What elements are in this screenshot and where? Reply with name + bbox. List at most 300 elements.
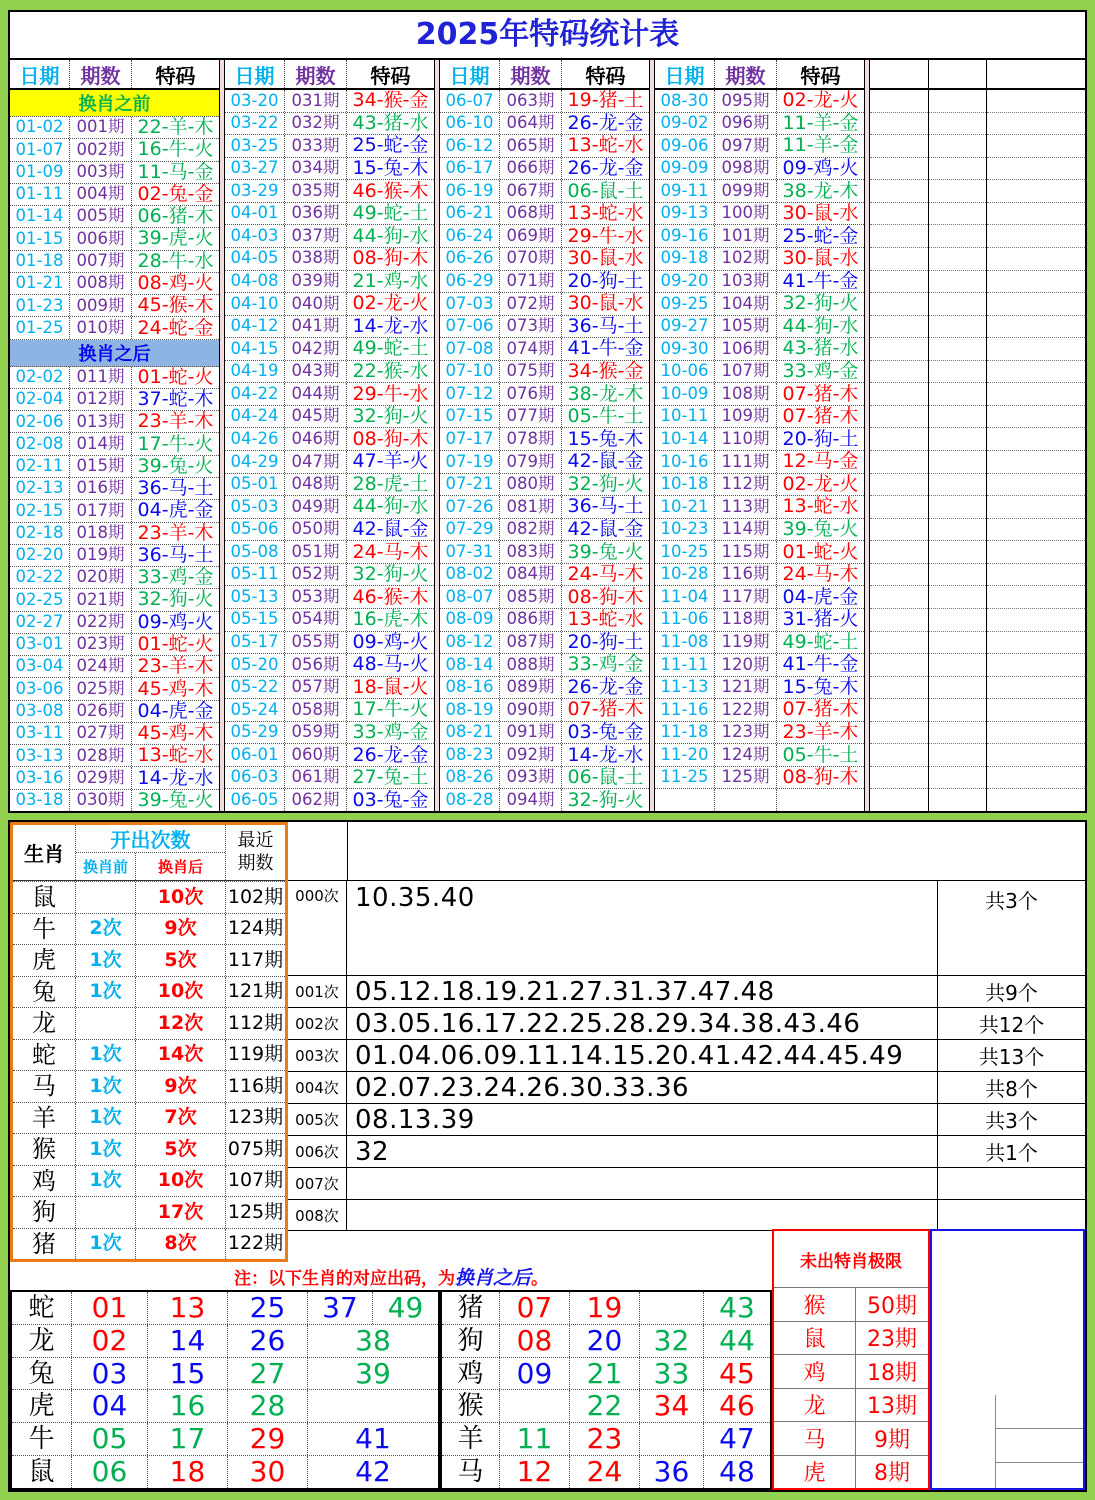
map-number: 03 bbox=[72, 1358, 148, 1390]
draw-date: 10-09 bbox=[655, 383, 715, 405]
draw-date: 01-23 bbox=[10, 295, 70, 316]
stats-header-zodiac: 生肖 bbox=[13, 825, 76, 880]
limit-zodiac: 鸡 bbox=[774, 1355, 856, 1388]
draw-date: 11-08 bbox=[655, 632, 715, 654]
draw-period: 059期 bbox=[285, 722, 347, 744]
limit-zodiac: 马 bbox=[774, 1422, 856, 1455]
draw-period: 117期 bbox=[715, 586, 777, 608]
draw-date: 05-06 bbox=[225, 519, 285, 541]
draw-date: 01-11 bbox=[10, 184, 70, 205]
draw-code: 04-虎-金 bbox=[137, 699, 214, 722]
draw-row bbox=[10, 389, 219, 411]
draw-code: 20-狗-土 bbox=[567, 269, 644, 292]
map-row bbox=[12, 1292, 438, 1324]
draw-row bbox=[225, 699, 434, 722]
draw-row bbox=[655, 632, 864, 655]
draw-row bbox=[440, 654, 649, 677]
divider-line bbox=[995, 1462, 1083, 1463]
draw-date: 07-17 bbox=[440, 428, 500, 450]
limit-rows bbox=[774, 1287, 928, 1488]
draw-period: 058期 bbox=[285, 699, 347, 721]
draw-date: 04-26 bbox=[225, 428, 285, 450]
draw-date: 08-02 bbox=[440, 564, 500, 586]
draw-period: 031期 bbox=[285, 90, 347, 112]
draw-date: 11-20 bbox=[655, 744, 715, 766]
stats-header-recent-line1: 最近 bbox=[237, 830, 274, 851]
stats-zodiac: 牛 bbox=[13, 914, 76, 945]
draw-period: 061期 bbox=[285, 767, 347, 789]
draw-date: 09-02 bbox=[655, 113, 715, 135]
limit-zodiac: 猴 bbox=[774, 1288, 856, 1321]
map-number: 06 bbox=[72, 1456, 148, 1488]
draw-row bbox=[655, 586, 864, 609]
draw-period: 108期 bbox=[715, 383, 777, 405]
count-label: 002次 bbox=[288, 1008, 347, 1039]
map-number: 19 bbox=[570, 1292, 640, 1324]
draw-row bbox=[10, 184, 219, 206]
draw-row bbox=[10, 500, 219, 522]
draw-date: 07-08 bbox=[440, 338, 500, 360]
map-zodiac: 牛 bbox=[12, 1423, 72, 1455]
draw-date: 06-07 bbox=[440, 90, 500, 112]
draw-group-body bbox=[10, 90, 219, 811]
draw-date: 05-22 bbox=[225, 677, 285, 699]
stats-before-count: 1次 bbox=[76, 1071, 136, 1102]
map-number: 05 bbox=[72, 1423, 148, 1455]
draw-date: 10-25 bbox=[655, 541, 715, 563]
stats-recent-period: 119期 bbox=[227, 1043, 284, 1066]
draw-code: 49-蛇-土 bbox=[352, 202, 429, 225]
draw-period: 067期 bbox=[500, 180, 562, 202]
empty-cell bbox=[987, 586, 1085, 609]
stats-zodiac: 狗 bbox=[13, 1197, 76, 1228]
draw-period: 016期 bbox=[70, 478, 132, 499]
stats-header-recent-line2: 期数 bbox=[237, 852, 274, 874]
draw-period: 123期 bbox=[715, 722, 777, 744]
map-zodiac: 鸡 bbox=[442, 1358, 500, 1390]
draw-date: 08-30 bbox=[655, 90, 715, 112]
draw-code: 24-蛇-金 bbox=[137, 316, 214, 339]
draw-row bbox=[225, 722, 434, 745]
draw-code: 39-兔-火 bbox=[137, 788, 214, 811]
map-number bbox=[308, 1390, 438, 1422]
draw-row bbox=[440, 338, 649, 361]
draw-date: 04-03 bbox=[225, 225, 285, 247]
empty-column bbox=[929, 60, 987, 811]
map-number: 18 bbox=[148, 1456, 228, 1488]
stats-after-count: 5次 bbox=[136, 1134, 226, 1165]
draw-code: 23-羊-木 bbox=[137, 521, 214, 544]
draw-period: 079期 bbox=[500, 451, 562, 473]
draw-period: 103期 bbox=[715, 271, 777, 293]
draw-date: 07-10 bbox=[440, 361, 500, 383]
draw-row bbox=[225, 271, 434, 294]
draw-period: 075期 bbox=[500, 361, 562, 383]
draw-row bbox=[440, 293, 649, 316]
map-number: 49 bbox=[387, 1290, 424, 1324]
map-number: 25 bbox=[228, 1292, 308, 1324]
empty-cell bbox=[929, 406, 986, 429]
stats-row bbox=[13, 1102, 285, 1134]
draw-row bbox=[440, 383, 649, 406]
draw-period: 063期 bbox=[500, 90, 562, 112]
draw-date: 07-29 bbox=[440, 519, 500, 541]
stats-after-count: 5次 bbox=[136, 945, 226, 976]
draw-period: 115期 bbox=[715, 541, 777, 563]
limit-row bbox=[774, 1455, 928, 1489]
draw-group-body bbox=[225, 90, 434, 811]
empty-cell bbox=[987, 338, 1085, 361]
empty-cell bbox=[870, 338, 928, 361]
draws-table bbox=[10, 58, 1085, 811]
map-zodiac: 龙 bbox=[12, 1325, 72, 1357]
note-prefix: 注：以下生肖的对应出码，为 bbox=[233, 1268, 455, 1289]
empty-column-body bbox=[870, 90, 928, 811]
draw-date: 07-06 bbox=[440, 316, 500, 338]
draw-row bbox=[655, 474, 864, 497]
draw-row bbox=[10, 162, 219, 184]
draw-row bbox=[655, 90, 864, 113]
draw-code: 36-马-土 bbox=[567, 314, 644, 337]
empty-cell bbox=[929, 744, 986, 767]
draw-period: 053期 bbox=[285, 586, 347, 608]
draw-code: 33-鸡-金 bbox=[352, 721, 429, 744]
stats-row bbox=[13, 1007, 285, 1039]
draw-date: 08-26 bbox=[440, 767, 500, 789]
draw-period bbox=[715, 789, 777, 811]
count-row bbox=[288, 1039, 1085, 1071]
draw-date: 06-03 bbox=[225, 767, 285, 789]
draw-group-body bbox=[655, 90, 864, 811]
count-label: 006次 bbox=[288, 1136, 347, 1167]
draw-code: 01-蛇-火 bbox=[137, 365, 214, 388]
draw-code: 14-龙-水 bbox=[352, 314, 429, 337]
draw-row bbox=[440, 564, 649, 587]
draw-code: 44-狗-水 bbox=[352, 495, 429, 518]
draw-code: 42-鼠-金 bbox=[352, 517, 429, 540]
stats-row bbox=[13, 1196, 285, 1228]
empty-cell bbox=[987, 203, 1085, 226]
draw-code: 33-鸡-金 bbox=[137, 566, 214, 589]
draw-code: 28-牛-水 bbox=[137, 249, 214, 272]
draw-code: 30-鼠-水 bbox=[567, 292, 644, 315]
draw-date: 08-23 bbox=[440, 744, 500, 766]
draw-code: 44-狗-水 bbox=[352, 224, 429, 247]
note-suffix: 。 bbox=[531, 1268, 548, 1289]
draw-row bbox=[225, 654, 434, 677]
map-number: 04 bbox=[72, 1390, 148, 1422]
draw-code: 47-羊-火 bbox=[352, 450, 429, 473]
draw-period: 062期 bbox=[285, 789, 347, 811]
empty-column bbox=[987, 60, 1085, 811]
draw-code: 22-猴-水 bbox=[352, 360, 429, 383]
draw-code: 12-马-金 bbox=[782, 450, 859, 473]
draw-date: 06-12 bbox=[440, 135, 500, 157]
draw-row bbox=[655, 451, 864, 474]
empty-cell bbox=[870, 225, 928, 248]
empty-column-body bbox=[987, 90, 1085, 811]
draw-row bbox=[655, 677, 864, 700]
draw-row bbox=[440, 677, 649, 700]
map-number: 38 bbox=[355, 1323, 391, 1357]
draw-date: 05-08 bbox=[225, 541, 285, 563]
draw-code: 07-猪-木 bbox=[782, 698, 859, 721]
draw-date: 06-17 bbox=[440, 158, 500, 180]
header-code: 特码 bbox=[585, 63, 626, 88]
stats-row bbox=[13, 1070, 285, 1102]
draw-date: 09-06 bbox=[655, 135, 715, 157]
draw-row bbox=[440, 180, 649, 203]
limit-period: 18期 bbox=[867, 1360, 917, 1386]
draw-code: 32-狗-火 bbox=[137, 588, 214, 611]
map-number: 15 bbox=[148, 1358, 228, 1390]
empty-cell bbox=[929, 564, 986, 587]
empty-cell bbox=[870, 744, 928, 767]
draw-row bbox=[10, 456, 219, 478]
map-number: 24 bbox=[570, 1456, 640, 1488]
stats-zodiac: 猪 bbox=[13, 1229, 76, 1260]
stats-after-count: 9次 bbox=[136, 914, 226, 945]
draw-row bbox=[655, 271, 864, 294]
draw-code: 17-牛-火 bbox=[137, 432, 214, 455]
draw-row bbox=[440, 586, 649, 609]
draw-code: 26-龙-金 bbox=[567, 111, 644, 134]
empty-header-cell bbox=[929, 60, 986, 90]
draw-row bbox=[225, 428, 434, 451]
map-number: 44 bbox=[719, 1323, 755, 1357]
empty-cell bbox=[929, 496, 986, 519]
draw-period: 040期 bbox=[285, 293, 347, 315]
count-label: 005次 bbox=[288, 1104, 347, 1135]
draw-period: 018期 bbox=[70, 523, 132, 544]
draw-period: 015期 bbox=[70, 456, 132, 477]
draw-code: 07-猪-木 bbox=[567, 698, 644, 721]
empty-cell bbox=[929, 338, 986, 361]
divider-line bbox=[995, 1395, 996, 1488]
draw-date: 06-05 bbox=[225, 789, 285, 811]
map-row bbox=[12, 1357, 438, 1390]
empty-cell bbox=[929, 677, 986, 700]
empty-cell bbox=[987, 632, 1085, 655]
map-zodiac: 鼠 bbox=[12, 1456, 72, 1488]
draw-period: 037期 bbox=[285, 225, 347, 247]
draw-code: 39-兔-火 bbox=[567, 540, 644, 563]
map-row bbox=[12, 1422, 438, 1455]
draw-period: 019期 bbox=[70, 545, 132, 566]
draw-date: 08-21 bbox=[440, 722, 500, 744]
draw-date: 02-02 bbox=[10, 367, 70, 388]
draw-date: 02-08 bbox=[10, 433, 70, 454]
empty-cell bbox=[929, 632, 986, 655]
draw-row bbox=[655, 564, 864, 587]
stats-before-count: 1次 bbox=[76, 1166, 136, 1197]
draw-row bbox=[225, 609, 434, 632]
draw-row bbox=[440, 158, 649, 181]
draw-row bbox=[10, 767, 219, 789]
draw-code: 08-狗-木 bbox=[782, 766, 859, 789]
stats-zodiac: 兔 bbox=[13, 977, 76, 1008]
draw-row bbox=[440, 361, 649, 384]
draw-group-header bbox=[225, 60, 434, 90]
map-zodiac: 狗 bbox=[442, 1325, 500, 1357]
draw-date: 06-10 bbox=[440, 113, 500, 135]
stats-zodiac: 龙 bbox=[13, 1008, 76, 1039]
count-numbers: 02.07.23.24.26.30.33.36 bbox=[355, 1072, 690, 1103]
draw-code: 39-兔-火 bbox=[137, 454, 214, 477]
stats-after-count: 14次 bbox=[136, 1040, 226, 1071]
empty-cell bbox=[987, 609, 1085, 632]
draw-code: 44-狗-水 bbox=[782, 314, 859, 337]
empty-cell bbox=[929, 90, 986, 113]
draw-period: 050期 bbox=[285, 519, 347, 541]
draw-code: 30-鼠-水 bbox=[782, 202, 859, 225]
stats-before-count bbox=[76, 1008, 136, 1039]
count-numbers: 01.04.06.09.11.14.15.20.41.42.44.45.49 bbox=[355, 1040, 904, 1071]
draw-period: 051期 bbox=[285, 541, 347, 563]
draw-period: 066期 bbox=[500, 158, 562, 180]
draw-period: 006期 bbox=[70, 228, 132, 249]
draw-period: 021期 bbox=[70, 589, 132, 610]
draw-code: 17-牛-火 bbox=[352, 698, 429, 721]
header-date: 日期 bbox=[10, 60, 70, 88]
count-total: 共3个 bbox=[937, 881, 1085, 975]
draw-code: 29-牛-水 bbox=[567, 224, 644, 247]
empty-cell bbox=[929, 428, 986, 451]
draw-period: 071期 bbox=[500, 271, 562, 293]
draw-period: 101期 bbox=[715, 225, 777, 247]
draw-period: 029期 bbox=[70, 767, 132, 788]
draw-date: 08-07 bbox=[440, 586, 500, 608]
empty-cell bbox=[929, 361, 986, 384]
draw-date: 08-19 bbox=[440, 699, 500, 721]
draw-date: 03-13 bbox=[10, 745, 70, 766]
draw-code: 03-兔-金 bbox=[567, 721, 644, 744]
draw-period: 025期 bbox=[70, 678, 132, 699]
stats-before-count: 1次 bbox=[76, 1229, 136, 1260]
draw-row bbox=[10, 523, 219, 545]
draw-date: 02-25 bbox=[10, 589, 70, 610]
draw-code: 09-鸡-火 bbox=[137, 610, 214, 633]
draw-period: 020期 bbox=[70, 567, 132, 588]
draw-date: 09-30 bbox=[655, 338, 715, 360]
stats-after-count: 8次 bbox=[136, 1229, 226, 1260]
draw-code: 26-龙-金 bbox=[567, 156, 644, 179]
map-number: 32 bbox=[640, 1325, 704, 1357]
draw-code: 08-狗-木 bbox=[567, 585, 644, 608]
empty-cell bbox=[929, 180, 986, 203]
map-zodiac: 兔 bbox=[12, 1358, 72, 1390]
count-total: 共1个 bbox=[937, 1136, 1085, 1167]
empty-cell bbox=[870, 609, 928, 632]
draw-period: 082期 bbox=[500, 519, 562, 541]
draw-date: 08-14 bbox=[440, 654, 500, 676]
draw-row bbox=[225, 158, 434, 181]
stats-after-count: 10次 bbox=[136, 977, 226, 1008]
empty-cell bbox=[870, 135, 928, 158]
header-date: 日期 bbox=[655, 60, 715, 88]
draw-code: 15-兔-木 bbox=[567, 427, 644, 450]
draw-date: 03-18 bbox=[10, 790, 70, 811]
empty-cell bbox=[929, 225, 986, 248]
stats-zodiac: 鼠 bbox=[13, 882, 76, 913]
stats-before-count bbox=[76, 1197, 136, 1228]
draw-row bbox=[225, 293, 434, 316]
empty-cell bbox=[929, 316, 986, 339]
draw-row bbox=[440, 90, 649, 113]
draw-row bbox=[440, 474, 649, 497]
draw-row bbox=[440, 767, 649, 790]
empty-cell bbox=[987, 406, 1085, 429]
draw-period: 049期 bbox=[285, 496, 347, 518]
header-code: 特码 bbox=[800, 63, 841, 88]
draw-row bbox=[655, 406, 864, 429]
draw-period: 056期 bbox=[285, 654, 347, 676]
empty-cell bbox=[870, 767, 928, 790]
draw-period: 022期 bbox=[70, 612, 132, 633]
draw-date: 03-01 bbox=[10, 634, 70, 655]
stats-row bbox=[13, 976, 285, 1008]
draw-row bbox=[655, 767, 864, 790]
draw-code: 34-猴-金 bbox=[352, 89, 429, 112]
empty-cell bbox=[870, 361, 928, 384]
map-number: 37 bbox=[308, 1292, 373, 1324]
limit-row bbox=[774, 1287, 928, 1321]
stats-before-count: 1次 bbox=[76, 1103, 136, 1134]
map-number: 17 bbox=[148, 1423, 228, 1455]
map-row bbox=[442, 1422, 770, 1455]
draw-row bbox=[225, 632, 434, 655]
draw-period: 081期 bbox=[500, 496, 562, 518]
draw-code: 36-马-土 bbox=[567, 495, 644, 518]
draw-code: 38-龙-木 bbox=[782, 179, 859, 202]
draw-code: 07-猪-木 bbox=[782, 405, 859, 428]
draw-period: 120期 bbox=[715, 654, 777, 676]
stats-after-count: 12次 bbox=[136, 1008, 226, 1039]
draw-code: 01-蛇-火 bbox=[137, 632, 214, 655]
draw-row bbox=[655, 699, 864, 722]
empty-cell bbox=[987, 271, 1085, 294]
map-number: 02 bbox=[72, 1325, 148, 1357]
draw-code: 32-狗-火 bbox=[567, 472, 644, 495]
draws-panel bbox=[8, 10, 1087, 813]
draw-date: 01-07 bbox=[10, 139, 70, 160]
count-row bbox=[288, 1007, 1085, 1039]
draw-row bbox=[655, 654, 864, 677]
empty-cell bbox=[987, 744, 1085, 767]
draw-row bbox=[655, 248, 864, 271]
draw-date: 04-08 bbox=[225, 271, 285, 293]
draw-code: 33-鸡-金 bbox=[782, 360, 859, 383]
count-row bbox=[288, 1167, 1085, 1199]
draw-period: 043期 bbox=[285, 361, 347, 383]
count-total bbox=[937, 1168, 1085, 1199]
limit-period: 23期 bbox=[867, 1327, 917, 1353]
draw-period: 047期 bbox=[285, 451, 347, 473]
draw-period: 118期 bbox=[715, 609, 777, 631]
draw-period: 100期 bbox=[715, 203, 777, 225]
draw-row bbox=[655, 293, 864, 316]
draw-period: 107期 bbox=[715, 361, 777, 383]
header-code: 特码 bbox=[370, 63, 411, 88]
stats-before-count: 1次 bbox=[76, 1040, 136, 1071]
draw-row bbox=[655, 113, 864, 136]
draw-row bbox=[10, 567, 219, 589]
draw-row bbox=[655, 744, 864, 767]
draw-code: 07-猪-木 bbox=[782, 382, 859, 405]
count-numbers: 08.13.39 bbox=[355, 1104, 475, 1135]
draw-date: 04-10 bbox=[225, 293, 285, 315]
draw-code: 08-鸡-火 bbox=[137, 271, 214, 294]
